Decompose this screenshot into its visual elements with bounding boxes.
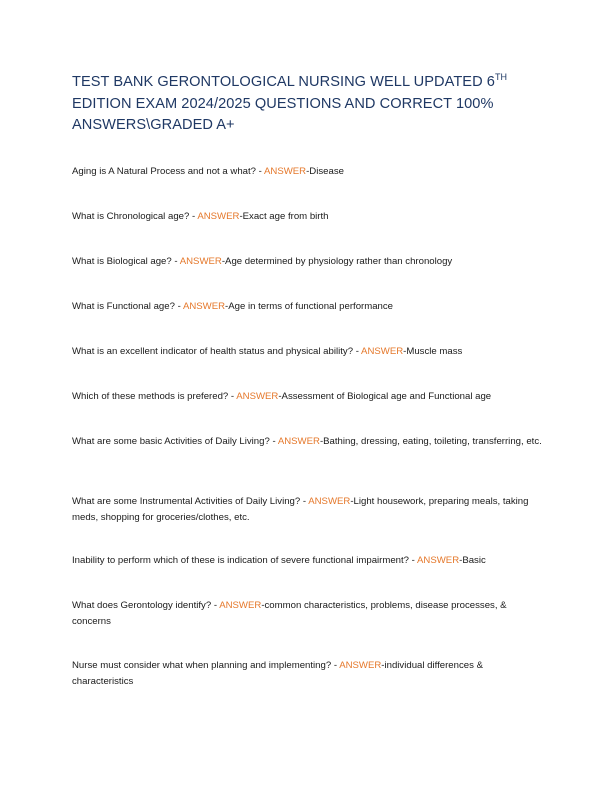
answer-text: -Age in terms of functional performance: [225, 301, 394, 312]
answer-text: -Assessment of Biological age and Functional age: [278, 391, 492, 402]
separator: -: [409, 555, 418, 566]
answer-label: ANSWER: [277, 436, 320, 447]
answer-label: ANSWER: [236, 391, 279, 402]
title-superscript: TH: [494, 72, 508, 82]
qa-item: [72, 434, 542, 450]
separator: -: [211, 600, 220, 611]
answer-label: ANSWER: [182, 301, 226, 312]
question-text: What does Gerontology identify?: [72, 600, 212, 611]
qa-item: [72, 164, 542, 180]
qa-item: [72, 658, 542, 690]
answer-text: -Basic: [459, 555, 486, 566]
answer-text: -Bathing, dressing, eating, toileting, transferring, etc.: [319, 436, 542, 447]
question-text: What is an excellent indicator of health status and physical ability?: [72, 346, 354, 357]
document-title: [72, 72, 542, 137]
qa-item: [72, 389, 542, 405]
separator: -: [171, 256, 180, 267]
separator: -: [269, 436, 278, 447]
separator: -: [256, 166, 264, 177]
answer-label: ANSWER: [308, 496, 351, 507]
answer-label: ANSWER: [219, 600, 262, 611]
separator: -: [228, 391, 237, 402]
answer-text: -Light housework, preparing meals, taking meds, shopping for groceries/clothes, etc.: [72, 496, 529, 523]
qa-item: [72, 254, 542, 270]
question-text: What are some basic Activities of Daily Living?: [72, 436, 270, 447]
answer-text: -Exact age from birth: [239, 211, 329, 222]
qa-item: [72, 299, 542, 315]
answer-label: ANSWER: [361, 346, 404, 357]
answer-text: -Disease: [306, 166, 344, 177]
answer-label: ANSWER: [179, 256, 222, 267]
question-text: What is Functional age?: [72, 301, 175, 312]
question-text: What are some Instrumental Activities of Daily Living?: [72, 496, 301, 507]
title-text-end: EDITION EXAM 2024/2025 QUESTIONS AND CORRECT 100% ANSWERS\GRADED A+: [72, 95, 494, 133]
qa-item: [72, 494, 542, 526]
answer-text: -Muscle mass: [403, 346, 463, 357]
separator: -: [174, 301, 183, 312]
answer-label: ANSWER: [197, 211, 240, 222]
qa-item: [72, 598, 542, 630]
qa-item: [72, 344, 542, 360]
question-text: Nurse must consider what when planning and implementing?: [72, 660, 332, 671]
separator: -: [300, 496, 309, 507]
answer-text: -individual differences & characteristics: [72, 660, 483, 687]
separator: -: [189, 211, 198, 222]
answer-label: ANSWER: [264, 166, 307, 177]
answer-label: ANSWER: [339, 660, 382, 671]
answer-label: ANSWER: [417, 555, 460, 566]
answer-text: -common characteristics, problems, disease processes, & concerns: [72, 600, 507, 627]
qa-item: [72, 553, 542, 569]
question-text: What is Chronological age?: [72, 211, 190, 222]
separator: -: [331, 660, 340, 671]
title-text-start: TEST BANK GERONTOLOGICAL NURSING WELL UPDATED 6: [72, 74, 495, 90]
separator: -: [353, 346, 362, 357]
question-text: Aging is A Natural Process and not a what?: [72, 166, 256, 177]
question-text: Which of these methods is prefered?: [72, 391, 229, 402]
question-text: Inability to perform which of these is indication of severe functional impairment?: [72, 555, 410, 566]
question-text: What is Biological age?: [72, 256, 172, 267]
qa-item: [72, 209, 542, 225]
answer-text: -Age determined by physiology rather than chronology: [221, 256, 453, 267]
